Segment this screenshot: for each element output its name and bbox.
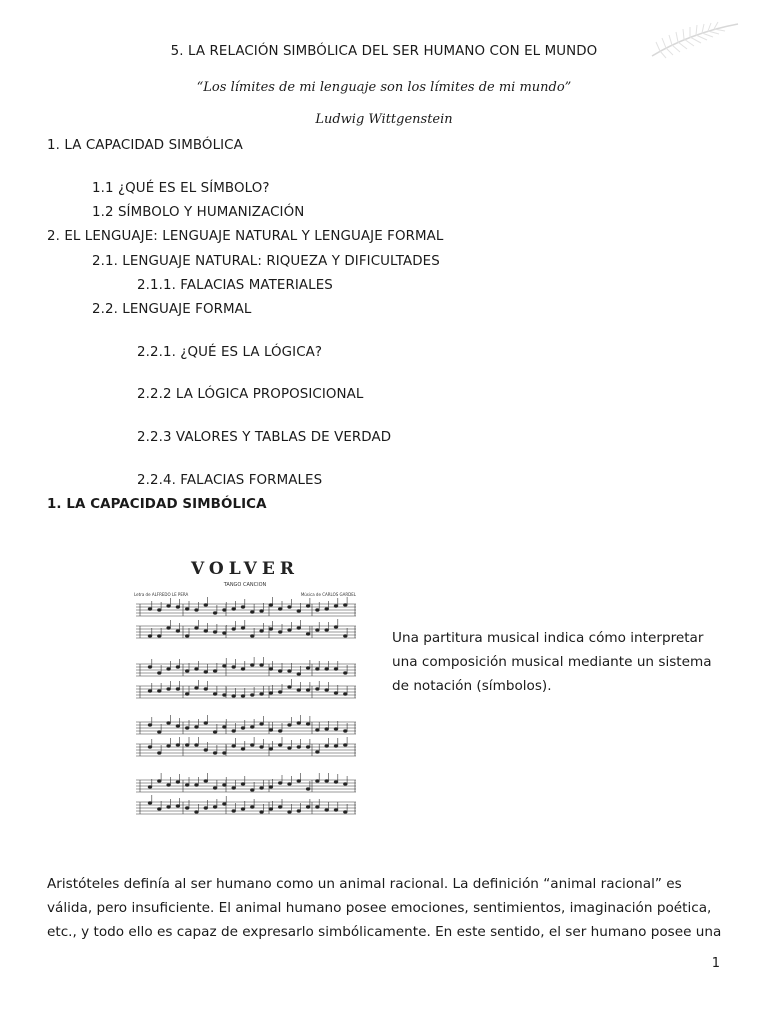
toc-item: 2. EL LENGUAJE: LENGUAJE NATURAL Y LENGUAJE FORMAL (47, 229, 444, 244)
toc-item: 2.2.3 VALORES Y TABLAS DE VERDAD (137, 430, 392, 445)
page-number: 1 (711, 956, 720, 971)
toc-item: 2.2.1. ¿QUÉ ES LA LÓGICA? (137, 345, 323, 360)
body-paragraph: Aristóteles definía al ser humano como un animal racional. La definición “animal racional” es válida, pero insuficiente. El animal humano posee emociones, sentimientos, imaginación poética, etc., y todo ello es capaz de expresarlo simbólicamente. En este sentido, el ser humano posee una (47, 876, 722, 940)
sheet-music-image (128, 552, 362, 836)
toc-item: 2.2.2 LA LÓGICA PROPOSICIONAL (137, 387, 364, 402)
section-heading: 1. LA CAPACIDAD SIMBÓLICA (47, 497, 267, 512)
toc-item: 1.2 SÍMBOLO Y HUMANIZACIÓN (92, 205, 305, 220)
toc-item: 2.2. LENGUAJE FORMAL (92, 302, 252, 317)
epigraph-author: Ludwig Wittgenstein (315, 112, 453, 127)
toc-item: 1.1 ¿QUÉ ES EL SÍMBOLO? (92, 181, 270, 196)
sheet-music-drawing (128, 552, 362, 836)
epigraph-quote: “Los límites de mi lenguaje son los límites de mi mundo” (196, 80, 572, 95)
toc-item: 2.1.1. FALACIAS MATERIALES (137, 278, 333, 293)
figure-caption: Una partitura musical indica cómo interpretar una composición musical mediante un sistema de notación (símbolos). (392, 630, 712, 694)
toc-item: 2.2.4. FALACIAS FORMALES (137, 473, 323, 488)
score-subtitle: TANGO CANCION (223, 582, 267, 588)
document-title: 5. LA RELACIÓN SIMBÓLICA DEL SER HUMANO CON EL MUNDO (170, 44, 598, 59)
toc-item: 1. LA CAPACIDAD SIMBÓLICA (47, 138, 243, 153)
toc-item: 2.1. LENGUAJE NATURAL: RIQUEZA Y DIFICULTADES (92, 254, 440, 269)
score-title: VOLVER (191, 559, 299, 579)
score-composer: Música de CARLOS GARDEL (300, 592, 356, 597)
score-lyricist: Letra de ALFREDO LE PERA (134, 592, 189, 597)
